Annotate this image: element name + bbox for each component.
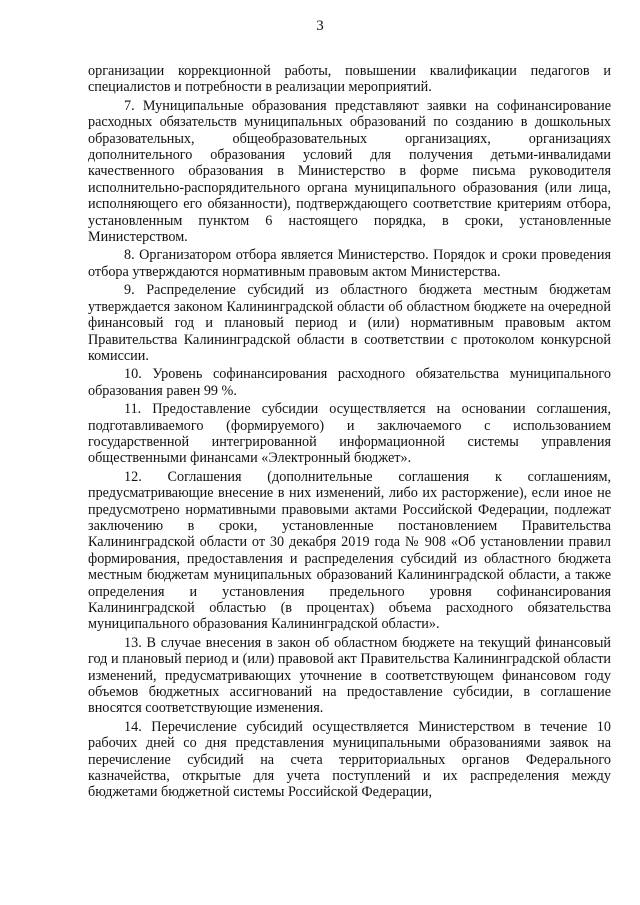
- paragraph-8: 8. Организатором отбора является Министерство. Порядок и сроки проведения отбора утверждаются нормативным правовым актом Министерства.: [88, 247, 611, 280]
- paragraph-10: 10. Уровень софинансирования расходного обязательства муниципального образования равен 99 %.: [88, 366, 611, 399]
- paragraph-9: 9. Распределение субсидий из областного бюджета местным бюджетам утверждается законом Калининградской области об областном бюджете на очередной финансовый год и плановый период и (или) нормативным правовым актом Правительства Калининградской области в соответствии с протоколом конкурсной комиссии.: [88, 282, 611, 364]
- paragraph-7: 7. Муниципальные образования представляют заявки на софинансирование расходных обязательств муниципальных образований по созданию в дошкольных образовательных, общеобразовательных организациях, организациях дополнительного образования условий для получения детьми-инвалидами качественного образования в Министерство в форме письма руководителя исполнительно-распорядительного органа муниципального образования (или лица, исполняющего его обязанности), подтверждающего соответствие критериям отбора, установленным пунктом 6 настоящего порядка, в сроки, установленные Министерством.: [88, 97, 611, 246]
- paragraph-continuation: организации коррекционной работы, повышении квалификации педагогов и специалистов и потребности в реализации мероприятий.: [88, 63, 611, 96]
- paragraph-11: 11. Предоставление субсидии осуществляется на основании соглашения, подготавливаемого (формируемого) и заключаемого с использованием государственной интегрированной информационной системы управления общественными финансами «Электронный бюджет».: [88, 401, 611, 467]
- paragraph-14: 14. Перечисление субсидий осуществляется Министерством в течение 10 рабочих дней со дня представления муниципальными образованиями заявок на перечисление субсидий на счета территориальных органов Федерального казначейства, открытые для учета поступлений и их распределения между бюджетами бюджетной системы Российской Федерации,: [88, 718, 611, 801]
- paragraph-13: 13. В случае внесения в закон об областном бюджете на текущий финансовый год и плановый период и (или) правовой акт Правительства Калининградской области изменений, предусматривающих уточнение в соответствующем финансовом году объемов бюджетных ассигнований на предоставление субсидии, в соглашение вносятся соответствующие изменения.: [88, 634, 611, 717]
- document-body: [88, 63, 611, 803]
- paragraph-12: 12. Соглашения (дополнительные соглашения к соглашениям, предусматривающие внесение в них изменений, либо их расторжение), если иное не предусмотрено нормативными правовыми актами Российской Федерации, подлежат заключению в сроки, установленные постановлением Правительства Калининградской области от 30 декабря 2019 года № 908 «Об установлении правил формирования, предоставления и распределения субсидий из областного бюджета местным бюджетам муниципальных образований Калининградской области, а также определения и установления предельного уровня софинансирования Калининградской областью (в процентах) объема расходного обязательства муниципального образования Калининградской области».: [88, 468, 611, 633]
- page-number: 3: [316, 18, 324, 34]
